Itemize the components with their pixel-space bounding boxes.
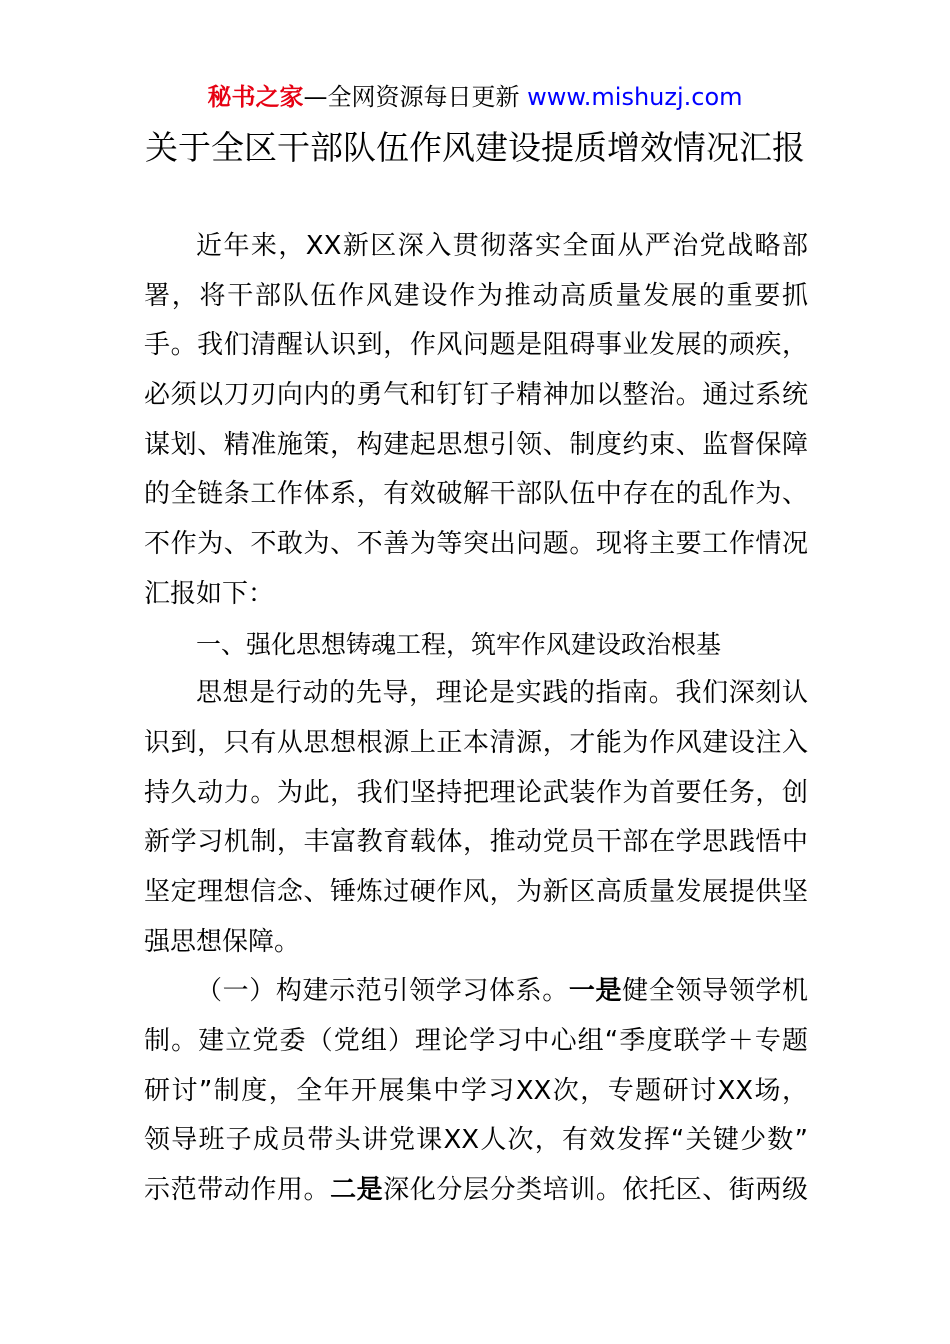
paragraph-line: 领导班子成员带头讲党课XX人次，有效发挥“关键少数”	[144, 1125, 808, 1156]
paragraph-line: 近年来，XX新区深入贯彻落实全面从严治党战略部	[196, 231, 808, 261]
paragraph-line	[144, 967, 808, 1017]
document-title: 关于全区干部队伍作风建设提质增效情况汇报	[145, 128, 805, 167]
line-text: 健全领导领学机	[622, 976, 808, 1007]
paragraph-line: 新学习机制，丰富教育载体，推动党员干部在学思践悟中	[144, 827, 808, 858]
paragraph-line	[144, 1166, 808, 1216]
paragraph-line: 手。我们清醒认识到，作风问题是阻碍事业发展的顽疾，	[144, 330, 808, 361]
paragraph-line: 坚定理想信念、锤炼过硬作风，为新区高质量发展提供坚	[144, 876, 808, 907]
brand-name: 秘书之家	[207, 83, 304, 111]
paragraph-line: 思想是行动的先导，理论是实践的指南。我们深刻认	[196, 678, 808, 709]
paragraph-line: 汇报如下：	[144, 578, 275, 609]
line-text: 深化分层分类培训。依托区、街两级	[383, 1175, 808, 1206]
paragraph-line: 强思想保障。	[144, 926, 301, 957]
paragraph-line: 谋划、精准施策，构建起思想引领、制度约束、监督保障	[144, 429, 808, 460]
bold-marker: 一是	[568, 976, 623, 1007]
paragraph-line: 识到，只有从思想根源上正本清源，才能为作风建设注入	[144, 727, 808, 758]
paragraph-line: 署，将干部队伍作风建设作为推动高质量发展的重要抓	[144, 280, 808, 311]
paragraph-line: 研讨”制度，全年开展集中学习XX次，专题研讨XX场，	[144, 1075, 808, 1106]
section-heading: 一、强化思想铸魂工程，筑牢作风建设政治根基	[196, 629, 722, 659]
header-tagline: —全网资源每日更新	[303, 83, 520, 111]
paragraph-line: 制。建立党委（党组）理论学习中心组“季度联学＋专题	[144, 1026, 808, 1056]
site-url[interactable]: www.mishuzj.com	[527, 83, 743, 111]
paragraph-line: 持久动力。为此，我们坚持把理论武装作为首要任务，创	[144, 777, 808, 808]
line-text: 示范带动作用。	[144, 1175, 331, 1206]
document-body	[144, 222, 808, 1216]
paragraph-line: 必须以刀刃向内的勇气和钉钉子精神加以整治。通过系统	[144, 380, 808, 411]
subsection-heading: （一）构建示范引领学习体系。	[196, 976, 569, 1007]
bold-marker: 二是	[330, 1175, 384, 1206]
paragraph-line: 不作为、不敢为、不善为等突出问题。现将主要工作情况	[144, 529, 808, 560]
paragraph-line: 的全链条工作体系，有效破解干部队伍中存在的乱作为、	[144, 479, 808, 510]
watermark-header	[0, 80, 950, 114]
